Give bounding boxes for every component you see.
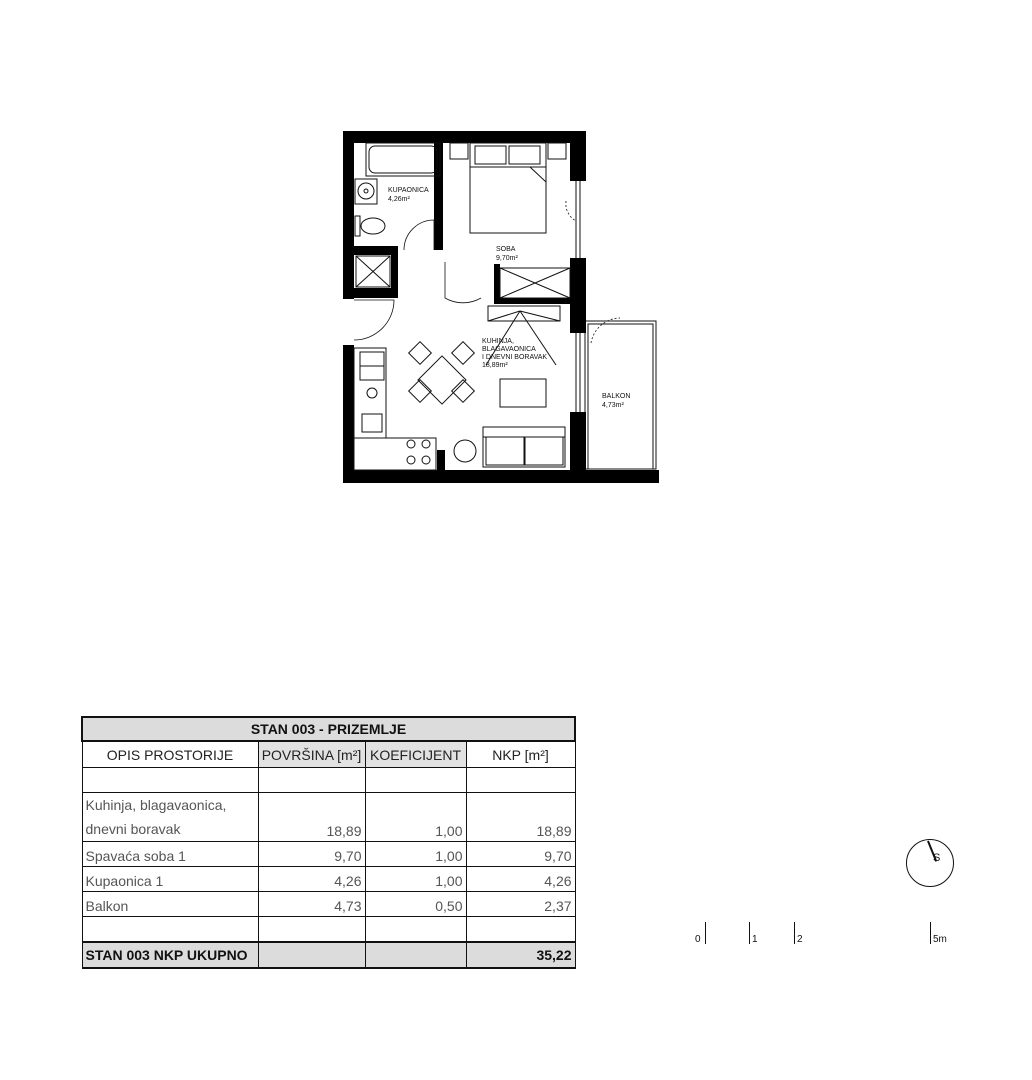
row-coef: 1,00 [365, 793, 466, 842]
row-name-line: Kuhinja, blagavaonica, [85, 797, 227, 813]
row-nkp: 9,70 [466, 842, 575, 867]
row-nkp: 2,37 [466, 892, 575, 917]
row-area: 9,70 [258, 842, 365, 867]
scale-label: 2 [797, 934, 803, 945]
walls [343, 131, 659, 483]
total-label: STAN 003 NKP UKUPNO [82, 942, 258, 968]
living-furniture [354, 306, 565, 470]
room-label-kupaonica: KUPAONICA 4,26m² [388, 187, 429, 203]
scale-tick [705, 922, 706, 944]
scale-tick [794, 922, 795, 944]
area-table [81, 716, 576, 969]
row-name [82, 793, 258, 842]
table-header-row [82, 741, 575, 768]
row-area: 4,26 [258, 867, 365, 892]
room-label-soba: SOBA 9,70m² [496, 246, 518, 262]
row-name: Kupaonica 1 [82, 867, 258, 892]
scale-tick [930, 922, 931, 944]
scale-tick [749, 922, 750, 944]
row-area: 18,89 [258, 793, 365, 842]
scale-label: 5m [933, 934, 947, 945]
row-coef: 1,00 [365, 867, 466, 892]
row-name: Spavaća soba 1 [82, 842, 258, 867]
row-coef: 0,50 [365, 892, 466, 917]
table-title: STAN 003 - PRIZEMLJE [82, 717, 575, 741]
table-row [82, 842, 575, 867]
table-row [82, 917, 575, 943]
total-value: 35,22 [466, 942, 575, 968]
header-povrsina: POVRŠINA [m²] [258, 741, 365, 768]
row-name: Balkon [82, 892, 258, 917]
row-name-line: dnevni boravak [85, 821, 181, 837]
compass-letter: S [933, 852, 941, 864]
bedroom-furniture [450, 143, 570, 298]
row-nkp: 18,89 [466, 793, 575, 842]
table-row [82, 892, 575, 917]
row-nkp: 4,26 [466, 867, 575, 892]
table-row [82, 867, 575, 892]
row-area: 4,73 [258, 892, 365, 917]
scale-label: 1 [752, 934, 758, 945]
room-label-kuhinja: KUHINJA, BLAGAVAONICA I DNEVNI BORAVAK 18,89m² [482, 338, 548, 369]
table-total-row [82, 942, 575, 968]
row-coef: 1,00 [365, 842, 466, 867]
table-row [82, 793, 575, 842]
header-nkp: NKP [m²] [466, 741, 575, 768]
scale-label: 0 [695, 934, 701, 945]
header-koeficijent: KOEFICIJENT [365, 741, 466, 768]
room-label-balkon: BALKON 4,73m² [602, 393, 631, 409]
table-title-row [82, 717, 575, 741]
header-opis: OPIS PROSTORIJE [82, 741, 258, 768]
table-row [82, 768, 575, 793]
